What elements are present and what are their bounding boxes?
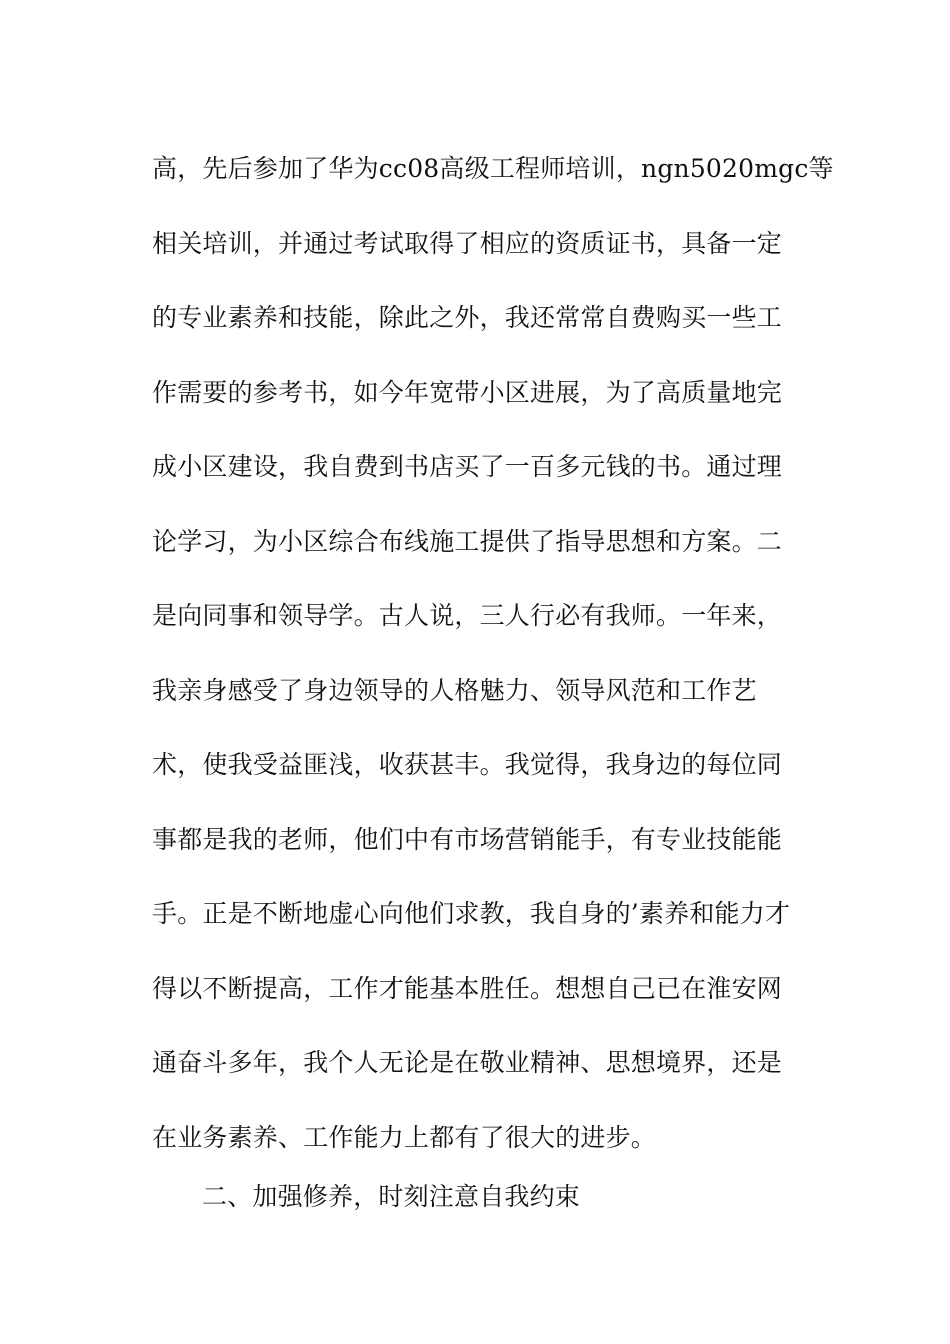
paragraph-line: 通奋斗多年，我个人无论是在敬业精神、思想境界，还是 <box>152 1048 783 1077</box>
paragraph-line: 事都是我的老师，他们中有市场营销能手，有专业技能能 <box>152 824 783 854</box>
paragraph-line: 论学习，为小区综合布线施工提供了指导思想和方案。二 <box>152 526 783 556</box>
paragraph-line: 是向同事和领导学。古人说，三人行必有我师。一年来， <box>152 601 783 630</box>
section-heading: 二、加强修养，时刻注意自我约束 <box>202 1182 581 1211</box>
paragraph-line: 在业务素养、工作能力上都有了很大的进步。 <box>152 1122 657 1152</box>
paragraph-line: 得以不断提高，工作才能基本胜任。想想自己已在淮安网 <box>152 973 783 1003</box>
paragraph-line: 术，使我受益匪浅，收获甚丰。我觉得，我身边的每位同 <box>152 750 783 779</box>
paragraph-line: 高，先后参加了华为cc08高级工程师培训，ngn5020mgc等 <box>152 154 834 183</box>
paragraph-line: 相关培训，并通过考试取得了相应的资质证书，具备一定 <box>152 228 783 258</box>
paragraph-line: 手。正是不断地虚心向他们求教，我自身的’素养和能力才 <box>152 899 791 928</box>
paragraph-line: 成小区建设，我自费到书店买了一百多元钱的书。通过理 <box>152 452 783 481</box>
body-paragraph <box>152 132 834 1175</box>
paragraph-line: 我亲身感受了身边领导的人格魅力、领导风范和工作艺 <box>152 675 757 705</box>
paragraph-line: 的专业素养和技能，除此之外，我还常常自费购买一些工 <box>152 303 783 332</box>
paragraph-line: 作需要的参考书，如今年宽带小区进展，为了高质量地完 <box>152 377 783 407</box>
